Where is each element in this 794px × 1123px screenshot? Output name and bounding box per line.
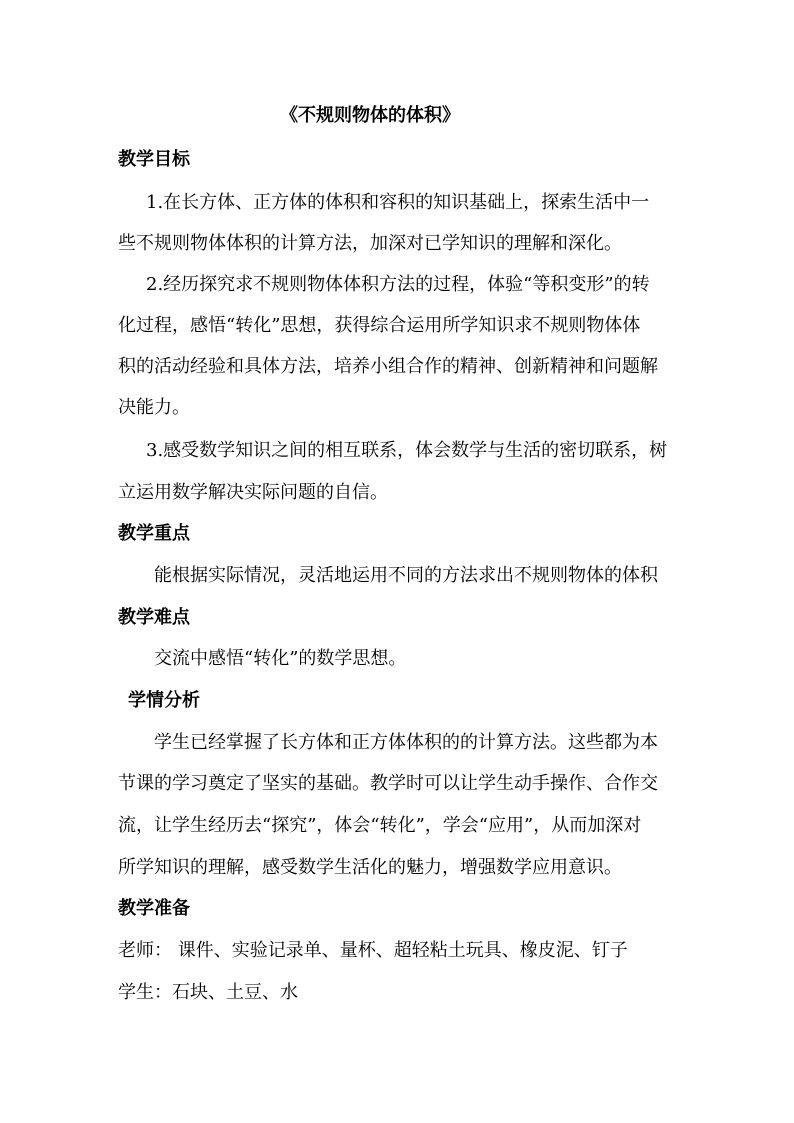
- analysis-line-4: 所学知识的理解，感受数学生活化的魅力，增强数学应用意识。: [118, 857, 622, 878]
- analysis-line-3: 流，让学生经历去“探究”，体会“转化”，学会“应用”，从而加深对: [118, 815, 642, 836]
- preparation-line-students: 学生：石块、土豆、水: [118, 982, 298, 1003]
- section-heading-difficulties: 教学难点: [118, 607, 190, 628]
- goals-line-4: 化过程，感悟“转化”思想，获得综合运用所学知识求不规则物体体: [118, 315, 641, 336]
- section-heading-preparation: 教学准备: [118, 898, 190, 919]
- section-heading-analysis: 学情分析: [128, 690, 200, 711]
- goals-line-6: 决能力。: [118, 397, 190, 418]
- section-heading-key-points: 教学重点: [118, 523, 190, 544]
- goals-line-8: 立运用数学解决实际问题的自信。: [118, 482, 388, 503]
- goals-line-7: 3.感受数学知识之间的相互联系，体会数学与生活的密切联系，树: [146, 440, 668, 461]
- goals-line-1: 1.在长方体、正方体的体积和容积的知识基础上，探索生活中一: [146, 192, 650, 213]
- analysis-line-1: 学生已经掌握了长方体和正方体体积的的计算方法。这些都为本: [154, 732, 658, 753]
- section-heading-goals: 教学目标: [118, 149, 190, 170]
- document-title: 《不规则物体的体积》: [280, 105, 460, 126]
- goals-line-2: 些不规则物体体积的计算方法，加深对已学知识的理解和深化。: [118, 233, 622, 254]
- key-points-line-1: 能根据实际情况，灵活地运用不同的方法求出不规则物体的体积: [154, 565, 658, 586]
- goals-line-3: 2.经历探究求不规则物体体积方法的过程，体验“等积变形”的转: [146, 274, 650, 295]
- analysis-line-2: 节课的学习奠定了坚实的基础。教学时可以让学生动手操作、合作交: [118, 773, 658, 794]
- goals-line-5: 积的活动经验和具体方法，培养小组合作的精神、创新精神和问题解: [118, 356, 658, 377]
- preparation-line-teacher: 老师： 课件、实验记录单、量杯、超轻粘土玩具、橡皮泥、钉子: [118, 940, 628, 961]
- difficulties-line-1: 交流中感悟“转化”的数学思想。: [154, 648, 407, 669]
